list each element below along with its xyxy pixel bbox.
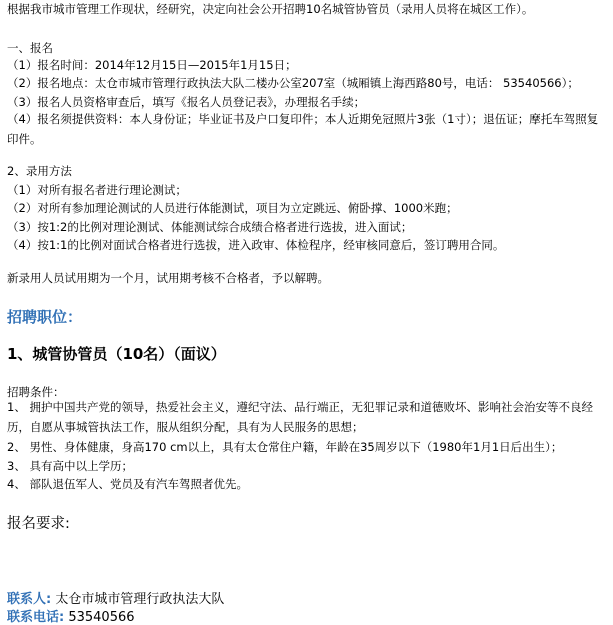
contact-phone-value: 53540566 xyxy=(68,610,135,625)
job-title: 1、城管协管员（10名）（面议） xyxy=(7,345,226,363)
condition-2: 2、 男性、身体健康，身高170 cm以上，具有太仓常住户籍，年龄在35周岁以下（1980年1月1日后出生）； xyxy=(7,440,563,454)
condition-3: 3、 具有高中以上学历； xyxy=(7,459,133,473)
intro-text: 根据我市城市管理工作现状，经研究，决定向社会公开招聘10名城管协管员（录用人员将在城区工作）。 xyxy=(7,2,534,16)
contact-person xyxy=(7,588,224,607)
signup-heading: 一、报名 xyxy=(7,41,53,55)
contact-person-value: 太仓市城市管理行政执法大队 xyxy=(55,592,225,607)
hiring-heading: 2、录用方法 xyxy=(7,164,72,178)
contact-phone xyxy=(7,606,135,625)
signup-item-3: （3）报名人员资格审查后，填写《报名人员登记表》，办理报名手续； xyxy=(7,95,366,109)
contact-phone-label: 联系电话: xyxy=(7,610,65,625)
hiring-item-1: （1）对所有报名者进行理论测试； xyxy=(7,183,187,197)
probation-text: 新录用人员试用期为一个月，试用期考核不合格者，予以解聘。 xyxy=(7,271,329,285)
signup-item-4: （4）报名须提供资料：本人身份证；毕业证书及户口复印件；本人近期免冠照片3张（1寸）；退伍证；摩托车驾照复印件。 xyxy=(7,112,599,146)
condition-1: 1、 拥护中国共产党的领导，热爱社会主义，遵纪守法、品行端正，无犯罪记录和道德败坏、影响社会治安等不良经历，自愿从事城管执法工作，服从组织分配，具有为人民服务的思想； xyxy=(7,400,593,434)
condition-4: 4、 部队退伍军人、党员及有汽车驾照者优先。 xyxy=(7,477,248,491)
conditions-label: 招聘条件： xyxy=(7,385,65,399)
contact-person-label: 联系人: xyxy=(7,592,52,607)
hiring-item-3: （3）按1:2的比例对理论测试、体能测试综合成绩合格者进行选拔，进入面试； xyxy=(7,220,413,234)
signup-item-1: （1）报名时间：2014年12月15日—2015年1月15日； xyxy=(7,58,297,72)
requirements-heading: 报名要求: xyxy=(7,516,70,532)
positions-heading: 招聘职位： xyxy=(7,308,83,326)
hiring-item-2: （2）对所有参加理论测试的人员进行体能测试，项目为立定跳远、俯卧撑、1000米跑； xyxy=(7,201,458,215)
hiring-item-4: （4）按1:1的比例对面试合格者进行选拔，进入政审、体检程序，经审核同意后，签订聘用合同。 xyxy=(7,238,505,252)
signup-item-2: （2）报名地点：太仓市城市管理行政执法大队二楼办公室207室（城厢镇上海西路80号，电话： 53540566）； xyxy=(7,76,579,90)
